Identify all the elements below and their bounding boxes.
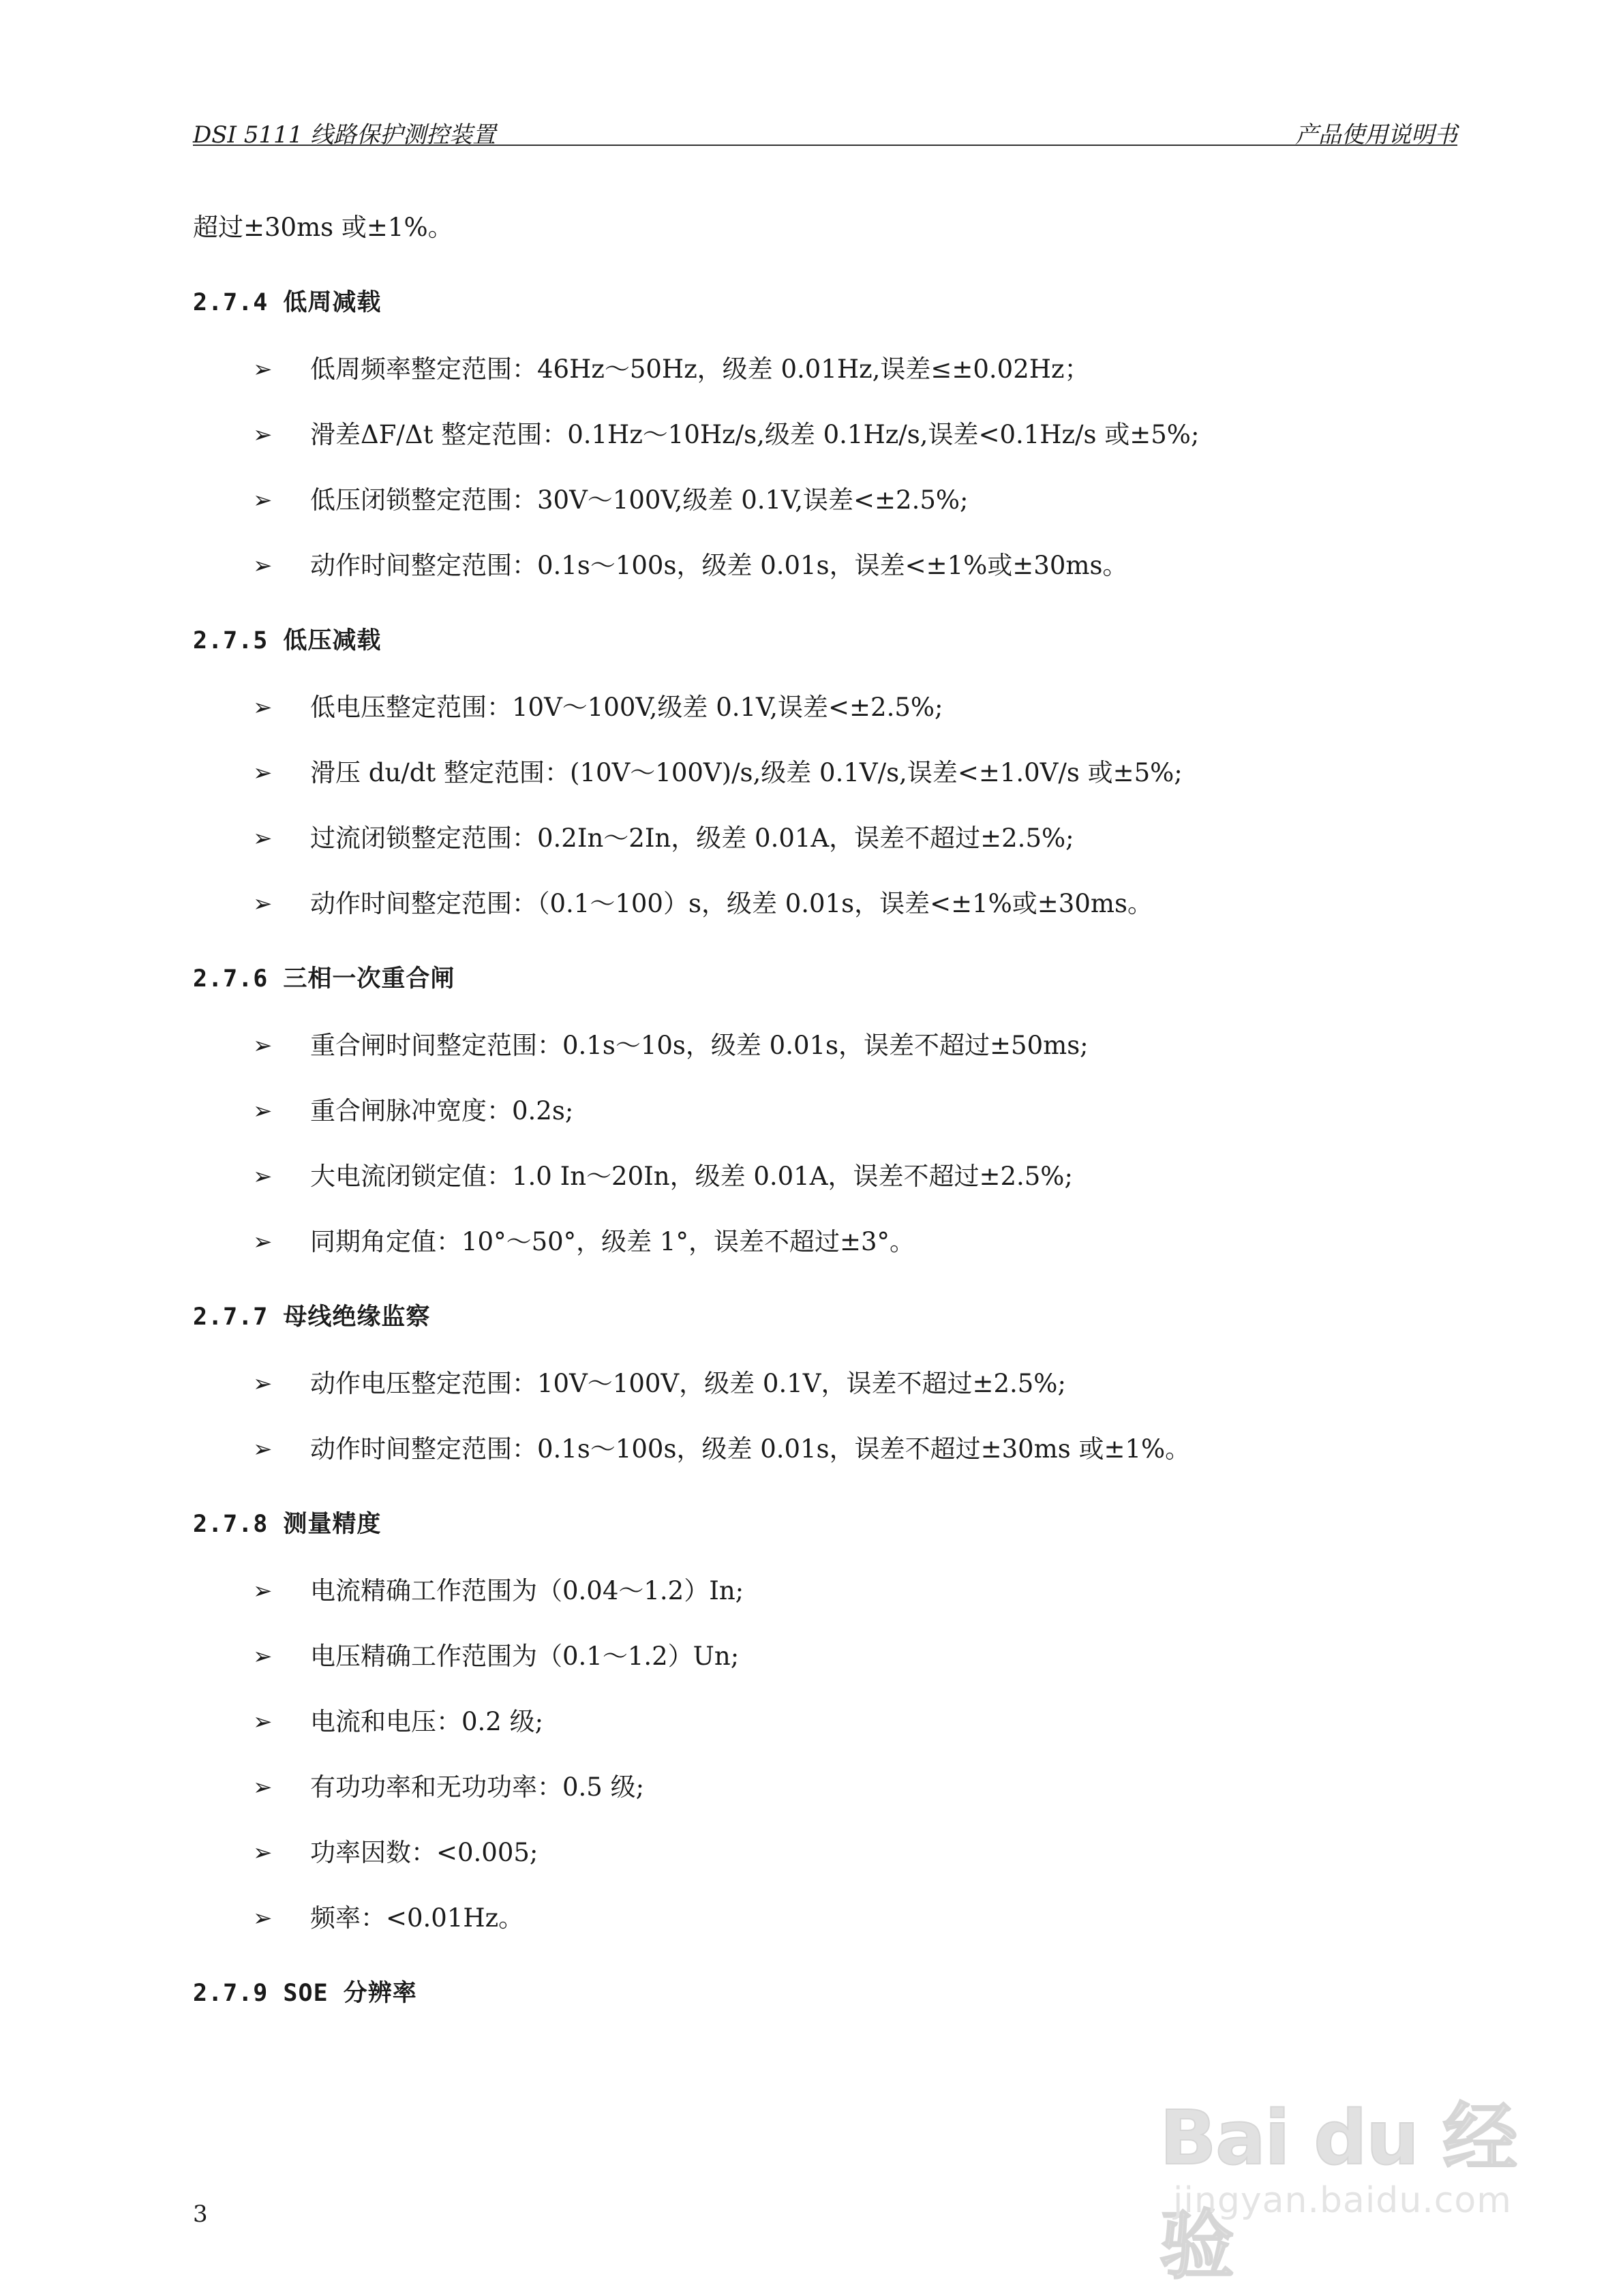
list-item-text: 大电流闭锁定值：1.0 In～20In，级差 0.01A，误差不超过±2.5%; [310, 1162, 1073, 1191]
bullet-list [193, 691, 1457, 920]
list-item [193, 691, 1457, 724]
list-item-text: 重合闸时间整定范围：0.1s～10s，级差 0.01s，误差不超过±50ms; [310, 1031, 1089, 1060]
section-2-7-9 [193, 1977, 1457, 2010]
bullet-list [193, 353, 1457, 582]
arrow-bullet-icon: ➢ [253, 1163, 273, 1190]
list-item [193, 1226, 1457, 1258]
list-item [193, 1575, 1457, 1607]
list-item [193, 1433, 1457, 1466]
list-item-text: 有功功率和无功功率：0.5 级; [310, 1772, 645, 1802]
list-item-text: 低压闭锁整定范围：30V～100V,级差 0.1V,误差<±2.5%; [310, 485, 969, 515]
arrow-bullet-icon: ➢ [253, 1774, 273, 1801]
bullet-list [193, 1368, 1457, 1466]
section-heading: 2.7.6 三相一次重合闸 [193, 965, 455, 993]
section-heading: 2.7.9 SOE 分辨率 [193, 1980, 417, 2007]
list-item [193, 1368, 1457, 1400]
list-item [193, 1640, 1457, 1673]
list-item [193, 1160, 1457, 1193]
baidu-jingyan-watermark [1159, 2078, 1541, 2289]
section-heading: 2.7.4 低周减载 [193, 289, 382, 316]
arrow-bullet-icon: ➢ [253, 487, 273, 514]
list-item [193, 1902, 1457, 1935]
list-item [193, 757, 1457, 789]
list-item-text: 重合闸脉冲宽度：0.2s; [310, 1096, 574, 1126]
list-item-text: 同期角定值：10°～50°，级差 1°，误差不超过±3°。 [310, 1227, 915, 1256]
list-item [193, 419, 1457, 451]
list-item [193, 484, 1457, 517]
page-header [193, 115, 1457, 149]
arrow-bullet-icon: ➢ [253, 1577, 273, 1605]
list-item-text: 功率因数：<0.005; [310, 1838, 539, 1867]
list-item-text: 电压精确工作范围为（0.1～1.2）Un; [310, 1642, 740, 1671]
list-item-text: 频率：<0.01Hz。 [310, 1903, 524, 1933]
list-item [193, 1771, 1457, 1804]
arrow-bullet-icon: ➢ [253, 694, 273, 721]
bullet-list [193, 1575, 1457, 1935]
list-item [193, 549, 1457, 582]
list-item-text: 低电压整定范围：10V～100V,级差 0.1V,误差<±2.5%; [310, 693, 943, 722]
arrow-bullet-icon: ➢ [253, 759, 273, 787]
list-item-text: 动作时间整定范围：0.1s～100s，级差 0.01s，误差不超过±30ms 或±1%。 [310, 1434, 1191, 1464]
arrow-bullet-icon: ➢ [253, 1098, 273, 1125]
arrow-bullet-icon: ➢ [253, 1370, 273, 1398]
section-2-7-5 [193, 624, 1457, 920]
list-item-text: 滑差ΔF/Δt 整定范围：0.1Hz～10Hz/s,级差 0.1Hz/s,误差<0.1Hz/s 或±5%; [310, 420, 1200, 449]
list-item [193, 1706, 1457, 1738]
arrow-bullet-icon: ➢ [253, 1839, 273, 1867]
list-item-text: 动作时间整定范围：（0.1～100）s，级差 0.01s，误差<±1%或±30ms。 [310, 889, 1153, 918]
header-document-type: 产品使用说明书 [1295, 121, 1457, 149]
section-2-7-7 [193, 1301, 1457, 1466]
list-item-text: 电流和电压：0.2 级; [310, 1707, 544, 1736]
list-item [193, 888, 1457, 920]
watermark-url: jingyan.baidu.com [1173, 2180, 1512, 2221]
list-item [193, 353, 1457, 386]
section-heading: 2.7.8 测量精度 [193, 1511, 382, 1538]
arrow-bullet-icon: ➢ [253, 890, 273, 918]
list-item [193, 1029, 1457, 1062]
intro-paragraph: 超过±30ms 或±1%。 [193, 213, 453, 242]
list-item-text: 电流精确工作范围为（0.04～1.2）In; [310, 1576, 744, 1605]
section-2-7-4 [193, 286, 1457, 582]
arrow-bullet-icon: ➢ [253, 552, 273, 579]
section-heading: 2.7.7 母线绝缘监察 [193, 1303, 431, 1331]
list-item-text: 动作时间整定范围：0.1s～100s，级差 0.01s，误差<±1%或±30ms。 [310, 551, 1128, 580]
arrow-bullet-icon: ➢ [253, 1228, 273, 1256]
section-2-7-8 [193, 1508, 1457, 1935]
page-content [193, 211, 1457, 2044]
arrow-bullet-icon: ➢ [253, 1436, 273, 1463]
list-item [193, 822, 1457, 855]
arrow-bullet-icon: ➢ [253, 1708, 273, 1736]
list-item [193, 1837, 1457, 1869]
page-number: 3 [193, 2201, 208, 2228]
section-2-7-6 [193, 963, 1457, 1258]
arrow-bullet-icon: ➢ [253, 421, 273, 449]
list-item-text: 滑压 du/dt 整定范围：(10V～100V)/s,级差 0.1V/s,误差<±1.0V/s 或±5%; [310, 758, 1183, 787]
arrow-bullet-icon: ➢ [253, 356, 273, 383]
arrow-bullet-icon: ➢ [253, 825, 273, 852]
header-document-title: DSI 5111 线路保护测控装置 [193, 121, 496, 149]
list-item-text: 低周频率整定范围：46Hz～50Hz，级差 0.01Hz,误差≤±0.02Hz； [310, 354, 1090, 384]
list-item-text: 过流闭锁整定范围：0.2In～2In，级差 0.01A，误差不超过±2.5%; [310, 824, 1074, 853]
arrow-bullet-icon: ➢ [253, 1905, 273, 1932]
arrow-bullet-icon: ➢ [253, 1032, 273, 1059]
arrow-bullet-icon: ➢ [253, 1643, 273, 1670]
list-item [193, 1095, 1457, 1128]
list-item-text: 动作电压整定范围：10V～100V，级差 0.1V，误差不超过±2.5%; [310, 1369, 1066, 1398]
watermark-logo: Bai du 经验 [1159, 2094, 1517, 2289]
section-heading: 2.7.5 低压减载 [193, 627, 382, 654]
bullet-list [193, 1029, 1457, 1258]
